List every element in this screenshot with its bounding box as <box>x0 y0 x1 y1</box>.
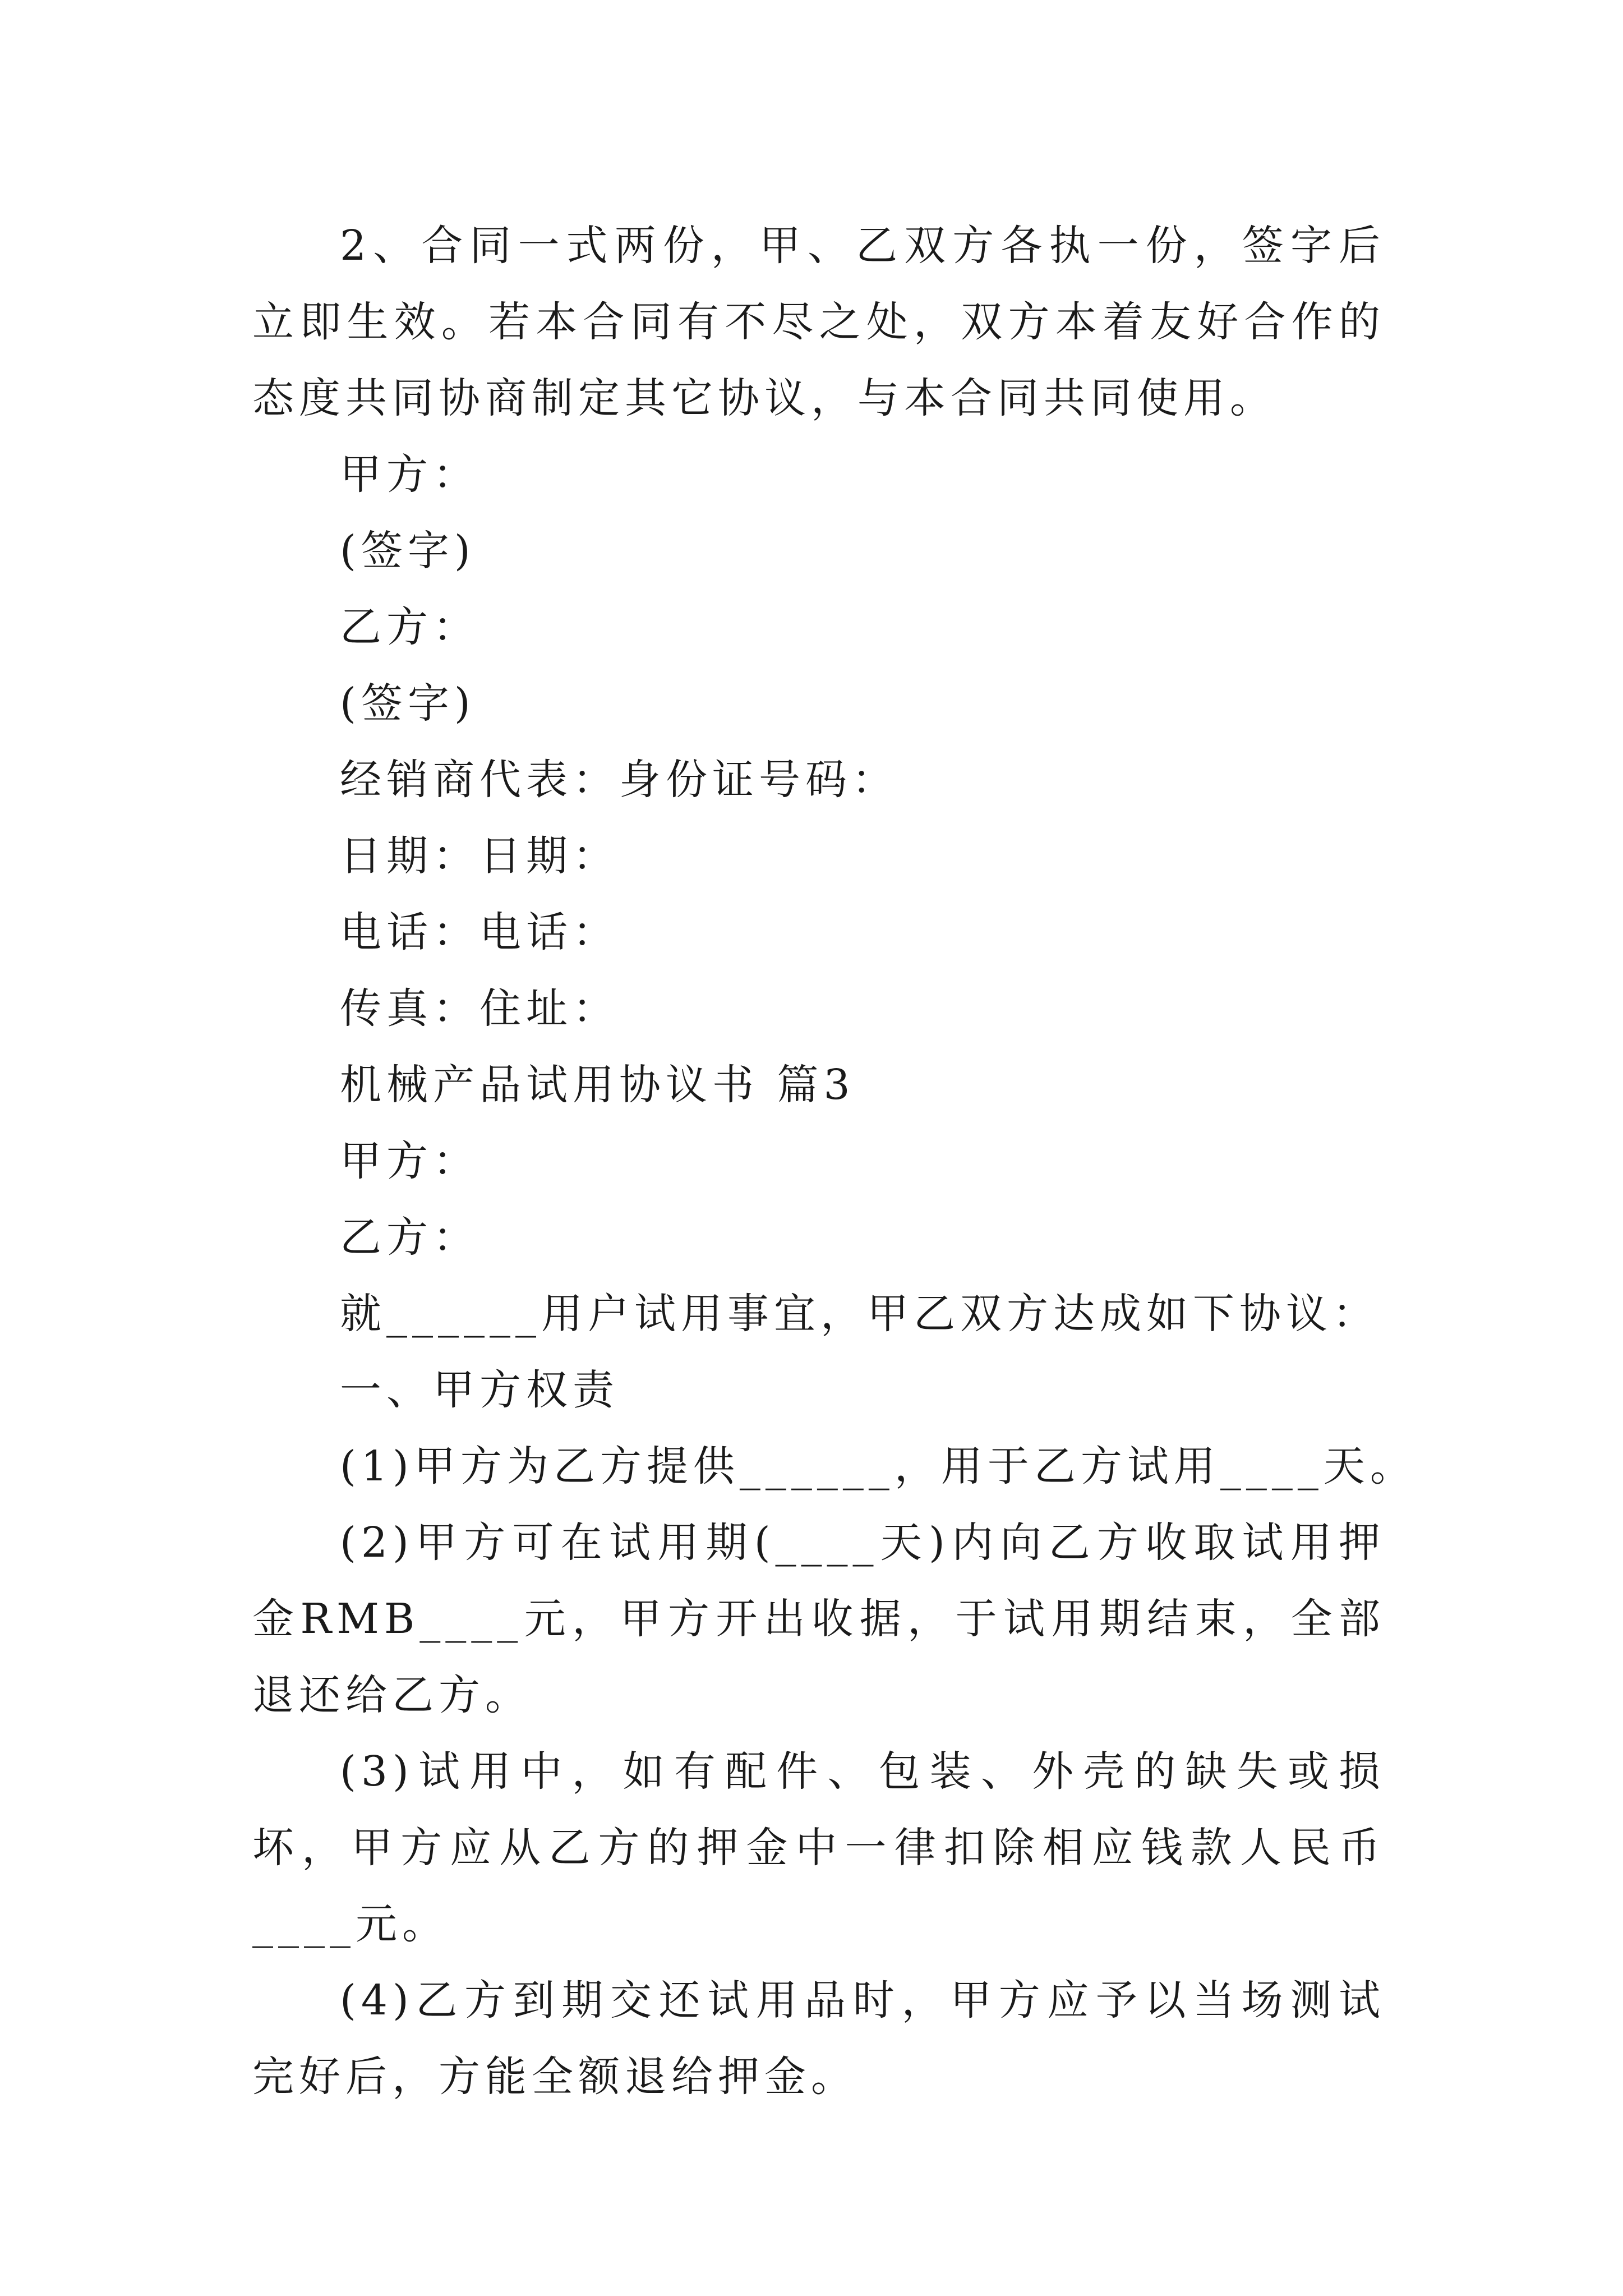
phone-line: 电话：电话： <box>340 908 619 956</box>
duty-item-1: (1)甲方为乙方提供______，用于乙方试用____天。 <box>340 1442 1417 1490</box>
fax-address-line: 传真：住址： <box>340 984 619 1033</box>
date-line: 日期：日期： <box>340 832 619 880</box>
party-a-signature: (签字) <box>340 527 476 575</box>
document-body <box>252 208 1417 2115</box>
party-b-label-2: 乙方： <box>340 1213 479 1262</box>
party-b-signature: (签字) <box>340 679 476 728</box>
section-title: 机械产品试用协议书 篇3 <box>340 1061 855 1109</box>
party-a-label: 甲方： <box>340 450 479 499</box>
duty-item-2: (2)甲方可在试用期(____天)内向乙方收取试用押金RMB____元，甲方开出收据，于试用期结束，全部退还给乙方。 <box>252 1519 1385 1719</box>
dealer-id-line: 经销商代表：身份证号码： <box>340 756 898 804</box>
duty-item-3: (3)试用中，如有配件、包装、外壳的缺失或损坏，甲方应从乙方的押金中一律扣除相应钱款人民币____元。 <box>252 1747 1385 1948</box>
clause-2-copies: 2、合同一式两份，甲、乙双方各执一份，签字后立即生效。若本合同有不尽之处，双方本着友好合作的态度共同协商制定其它协议，与本合同共同使用。 <box>252 222 1385 422</box>
agreement-intro: 就______用户试用事宜，甲乙双方达成如下协议： <box>340 1290 1379 1338</box>
party-a-label-2: 甲方： <box>340 1137 479 1185</box>
heading-party-a-duties: 一、甲方权责 <box>340 1366 619 1414</box>
duty-item-4: (4)乙方到期交还试用品时，甲方应予以当场测试完好后，方能全额退给押金。 <box>252 1976 1385 2101</box>
party-b-label: 乙方： <box>340 603 479 651</box>
